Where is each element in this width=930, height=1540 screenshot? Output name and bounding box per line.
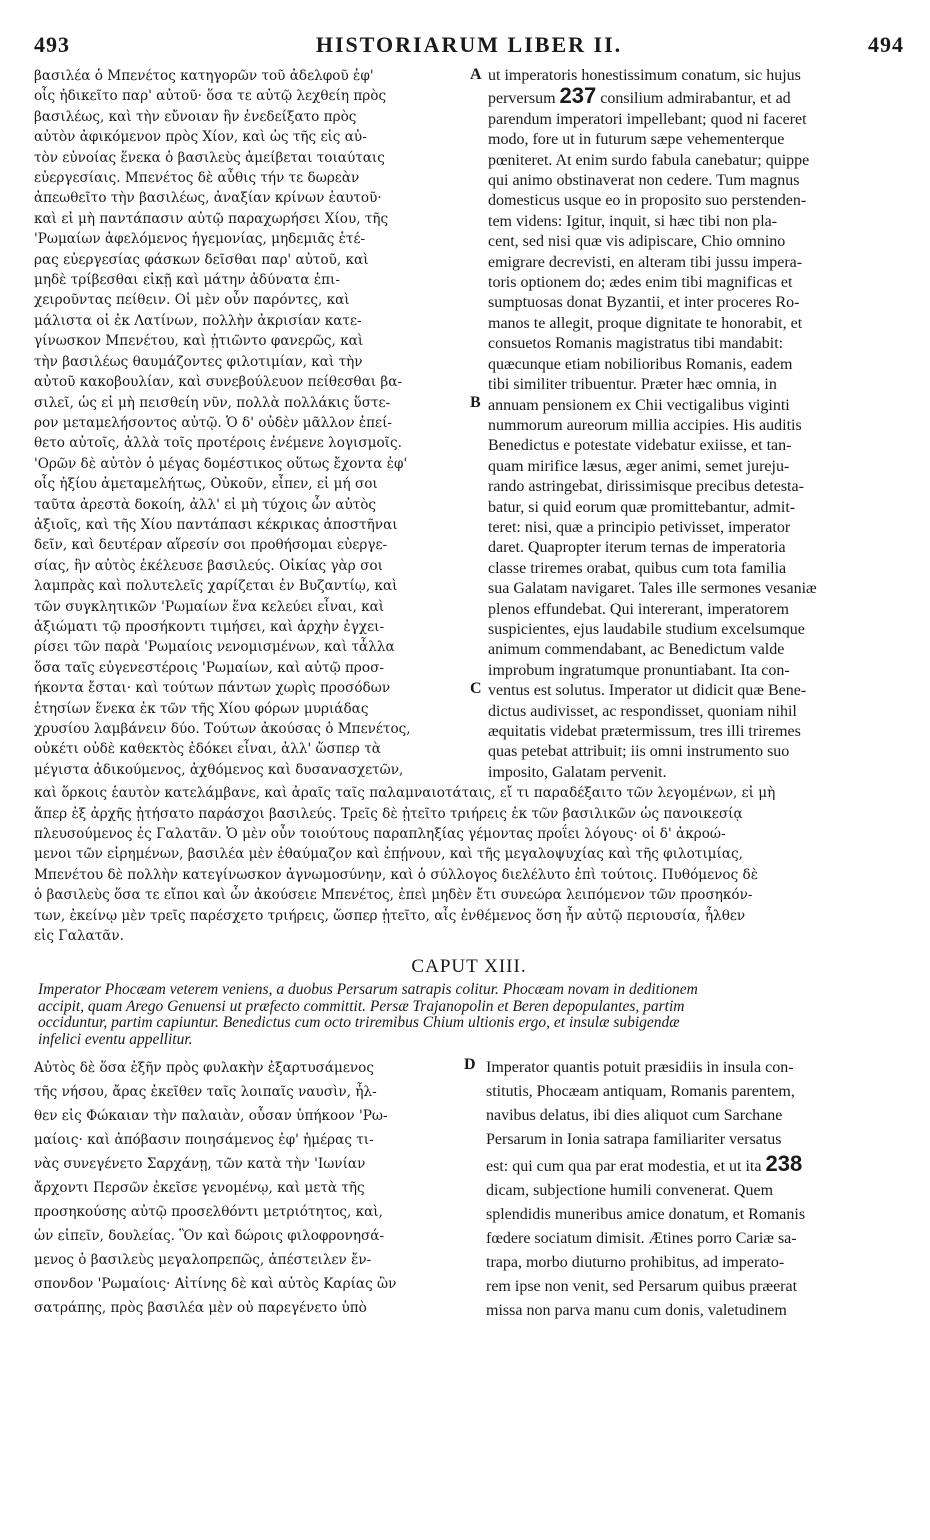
greek-text-line: μαίοις· καὶ ἀπόβασιν ποιησάμενος ἐφ' ἡμέρας τι- <box>34 1132 374 1149</box>
latin-text-line: nummorum aureorum millia accipies. His auditis <box>488 416 802 434</box>
lower-greek-column <box>34 1056 454 1323</box>
greek-text-line: μάλιστα οἱ ἐκ Λατίνων, πολλὴν ἀκρισίαν κατε- <box>34 312 362 329</box>
greek-text-line: ἐτησίων ἕνεκα ἐκ τῶν τῆς Χίου φόρων μυριάδας <box>34 700 369 717</box>
greek-text-line: προσηκούσης αὐτῷ προσελθόντι μετριότητος, καὶ, <box>34 1204 383 1221</box>
greek-text-line: ρον μεταμελήσοντος αὐτῷ. Ὁ δ' οὐδὲν μᾶλλον ἐπεί- <box>34 414 392 431</box>
margin-marker-b: B <box>470 394 481 411</box>
greek-text-line: λαμπρὰς καὶ πολυτελεῖς χαρίζεται ἐν Βυζαντίῳ, καὶ <box>34 578 398 595</box>
greek-text-line: ρίσει τῶν παρὰ 'Ρωμαίοις νενομισμένων, καὶ τἆλλα <box>34 639 395 656</box>
lower-margin-markers <box>454 1056 486 1323</box>
latin-text-line: cent, sed nisi quæ vis adipiscare, Chio omnino <box>488 233 786 251</box>
greek-text-line: νὰς συνεγένετο Σαρχάνῃ, τῶν κατὰ τὴν 'Ιωνίαν <box>34 1156 366 1173</box>
greek-text-line: βασιλέως, καὶ τὴν εὔνοιαν ἣν ἐνεδείξατο πρὸς <box>34 108 357 125</box>
greek-text-line: ὅσα ταῖς εὐγενεστέροις 'Ρωμαίων, καὶ αὐτῷ προσ- <box>34 659 384 676</box>
greek-text-line: ήκοντα ἔσται· καὶ τούτων πάντων χωρὶς προσόδων <box>34 680 391 697</box>
greek-text-line: ρας εὐεργεσίας φάσκων δεῖσθαι παρ' αὐτοῦ, καὶ <box>34 251 369 268</box>
latin-text-line: manos te allegit, proque dignitate te honorabit, et <box>488 314 803 332</box>
running-head <box>34 32 904 62</box>
latin-text-line: est: qui cum qua par erat modestia, et ut ita 238 <box>486 1152 803 1177</box>
greek-text-line: μηδὲ τρίβεσθαι εἰκῇ καὶ μάτην ἀδύνατα ἐπι- <box>34 272 340 289</box>
greek-text-line: αὐτὸν ἀφικόμενον πρὸς Χίον, καὶ ὡς τῆς εἰς αὐ- <box>34 129 367 146</box>
latin-text-line: parendum imperatori impellebant; quod ni faceret <box>488 110 807 128</box>
greek-text-line: καὶ ὅρκοις ἑαυτὸν κατελάμβανε, καὶ ἀραῖς ταῖς παλαμναιοτάταις, εἴ τι παραδέξαιτο τῶν λεγομένων, εἰ μὴ <box>34 785 776 802</box>
running-title: HISTORIARUM LIBER II. <box>315 32 623 57</box>
summary-line: infelici eventu appellitur. <box>38 1031 193 1048</box>
left-page-number: 493 <box>34 32 70 57</box>
latin-text-line: suspicientes, ejus laudabile studium excelsumque <box>488 620 805 638</box>
latin-text-line: emigrare decrevisti, en alteram tibi jussu impera- <box>488 253 803 271</box>
greek-text-line: 'Ορῶν δὲ αὐτὸν ὁ μέγας δομέστικος οὕτως ἔχοντα ἐφ' <box>34 455 408 472</box>
greek-text-line: σπονδον 'Ρωμαίοις· Αἰτίνης δὲ καὶ αὐτὸς Καρίας ὢν <box>34 1276 397 1293</box>
latin-text-line: Benedictus e potestate videbatur exiisse, et tan- <box>488 437 792 455</box>
greek-text-line: 'Ρωμαίων ἀφελόμενος ἡγεμονίας, μηδεμιᾶς ἑτέ- <box>34 231 366 248</box>
latin-text-line: consuetos Romanis magistratus tibi mandabit: <box>488 335 784 353</box>
upper-columns <box>34 66 904 783</box>
greek-text-line: των, ἐκείνῳ μὲν τρεῖς παρέσχετο τριήρεις, ὥσπερ ᾐτεῖτο, αἷς ἐνθέμενος ὅση ἦν αὐτῷ περιουσία, ἧλθεν <box>34 907 746 924</box>
greek-text-line: τῆς νήσου, ἄρας ἐκεῖθεν ταῖς λοιπαῖς ναυσὶν, ἦλ- <box>34 1084 377 1101</box>
latin-text-line: ventus est solutus. Imperator ut didicit quæ Bene- <box>488 682 807 700</box>
greek-text-line: γίνωσκον Μπενέτου, καὶ ᾐτιῶντο φανερῶς, καὶ <box>34 333 364 350</box>
latin-text-line: missa non parva manu cum donis, valetudinem <box>486 1302 787 1320</box>
latin-text-line: quam mirifice læsus, æger animi, semet jureju- <box>488 457 790 475</box>
latin-text-line: æquitatis videbat prætermissum, tres illi triremes <box>488 723 801 740</box>
inline-page-number: 238 <box>765 1152 803 1177</box>
greek-text-line: ἄρχοντι Περσῶν ἐκεῖσε γενομένῳ, καὶ μετὰ τῆς <box>34 1180 365 1197</box>
latin-text-line: splendidis muneribus amice donatum, et Romanis <box>486 1206 806 1224</box>
latin-text-line: fœdere sociatum dimisit. Ætines porro Cariæ sa- <box>486 1230 797 1248</box>
latin-text-line: tibi similiter tribuentur. Præter hæc omnia, in <box>488 376 777 394</box>
latin-text-line: pœniteret. At enim surdo fabula canebatur; quippe <box>488 151 810 169</box>
greek-text-line: καὶ εἰ μὴ παντάπασιν αὐτῷ παραχωρήσει Χίου, τῆς <box>34 210 389 227</box>
greek-text-line: Μπενέτου δὲ πολλὴν κατεγίνωσκον ἀγνωμοσύνην, καὶ ὁ σύλλογος διελέλυτο ἐπὶ τούτοις. Πυθόμενος δὲ <box>34 866 758 883</box>
latin-text-line: Imperator quantis potuit præsidiis in insula con- <box>486 1059 794 1077</box>
latin-text-line: imposito, Galatam pervenit. <box>488 763 667 781</box>
latin-text-line: plenos effundebat. Qui intererant, imperatorem <box>488 600 789 618</box>
inline-page-number: 237 <box>559 86 597 109</box>
greek-text-line: εὐεργεσίαις. Μπενέτος δὲ αὖθις τήν τε δωρεὰν <box>34 170 360 187</box>
greek-text-line: οὐκέτι οὐδὲ καθεκτὸς ἐδόκει εἶναι, ἀλλ' ὥσπερ τὰ <box>34 741 381 758</box>
latin-text-line: sua Galatam navigaret. Tales ille sermones vesaniæ <box>488 580 817 598</box>
greek-text-line: οἷς ἠδικεῖτο παρ' αὐτοῦ· ὅσα τε αὐτῷ λεχθείη πρὸς <box>34 88 387 105</box>
greek-text-line: ἀξιοῖς, καὶ τῆς Χίου παντάπασι κέκρικας ἀποστῆναι <box>34 516 398 533</box>
greek-text-line: ἀπεωθεῖτο τὴν βασιλέως, ἀναξίαν κρίνων ἑαυτοῦ· <box>34 190 382 207</box>
latin-text-line: Persarum in Ionia satrapa familiariter versatus <box>486 1131 782 1149</box>
latin-text-line: classe triremes orabat, quibus cum tota familia <box>488 559 787 577</box>
latin-text-line: animum commendabant, ac Benedictum valde <box>488 641 785 659</box>
latin-column <box>488 66 904 783</box>
greek-text-line: ὡν εἰπεῖν, δουλείας. Ὃν καὶ δώροις φιλοφρονησά- <box>34 1228 385 1245</box>
latin-text-line: improbum ingratumque pronuntiabant. Ita con- <box>488 661 790 679</box>
latin-text-line: quæcunque etiam nobilioribus Romanis, eadem <box>488 355 793 373</box>
latin-text-line: trapa, morbo diuturno prohibitus, ad imperato- <box>486 1254 785 1272</box>
greek-text-line: βασιλέα ὁ Μπενέτος κατηγορῶν τοῦ ἀδελφοῦ ἐφ' <box>34 68 374 84</box>
margin-marker-c: C <box>470 680 482 697</box>
latin-text-line: quas petebat attribuit; iis omni instrumento suo <box>488 743 790 761</box>
right-page-number: 494 <box>868 32 904 57</box>
greek-text-line: σατράπης, πρὸς βασιλέα μὲν οὐ παρεγένετο ὑπὸ <box>34 1300 367 1317</box>
chapter-heading: CAPUT XIII. <box>411 956 527 978</box>
latin-text-line: teret: nisi, quæ a principio petivisset, imperator <box>488 518 791 536</box>
latin-text-line: toris optionem do; ædes enim tibi magnificas et <box>488 274 793 292</box>
greek-column <box>34 66 466 783</box>
latin-text-line: batur, si quid eorum quæ promittebantur, admit- <box>488 498 796 516</box>
greek-text-line: αὐτοῦ κακοβουλίαν, καὶ συνεβούλευον πείθεσθαι βα- <box>34 374 403 391</box>
full-width-greek-text <box>34 783 904 946</box>
margin-marker-d: D <box>464 1056 476 1074</box>
latin-text-line: sumptuosas donat Byzantii, et inter proceres Ro- <box>488 294 800 312</box>
greek-text-line: μέγιστα ἀδικούμενος, ἀχθόμενος καὶ δυσανασχετῶν, <box>34 761 404 778</box>
greek-text-line: Αὐτὸς δὲ ὅσα ἐξῆν πρὸς φυλακὴν ἐξαρτυσάμενος <box>34 1060 374 1077</box>
greek-text-line: ἀξιώματι τῷ προσήκοντι τιμήσει, καὶ ἀρχὴν ἐγχει- <box>34 618 385 635</box>
greek-text-line: σιλεῖ, ὡς εἰ μὴ πεισθείη νῦν, πολλὰ πολλάκις ὕστε- <box>34 394 391 411</box>
greek-text-line: χειροῦντας πείθειν. Οἱ μὲν οὖν παρόντες, καὶ <box>34 292 350 309</box>
summary-line: accipit, quam Arego Genuensi ut præfecto committit. Persæ Trajanopolin et Beren depopulantes, partim <box>38 998 685 1015</box>
greek-text-line: μενος ὁ βασιλεὺς μεγαλοπρεπῶς, ἀπέστειλεν ἔν- <box>34 1252 372 1269</box>
greek-text-line: χρυσίου λαμβάνειν δύο. Τούτων ἀκούσας ὁ Μπενέτος, <box>34 721 411 737</box>
latin-text-line: rem ipse non venit, sed Persarum quibus præerat <box>486 1278 798 1296</box>
latin-text-line: ut imperatoris honestissimum conatum, sic hujus <box>488 67 801 84</box>
greek-text-line: οἷς ἠξίου ἀμεταμελήτως, Οὐκοῦν, εἶπεν, εἰ μή σοι <box>34 476 378 493</box>
latin-text-line: qui animo obstinaverat non cedere. Tum magnus <box>488 172 800 190</box>
latin-text-line: tem videns: Igitur, inquit, si hæc tibi non pla- <box>488 212 778 230</box>
lower-columns <box>34 1056 904 1323</box>
latin-text-line: stitutis, Phocæam antiquam, Romanis parentem, <box>486 1083 795 1101</box>
latin-text-line: domesticus usque eo in proposito suo perstenden- <box>488 192 807 210</box>
summary-line: occiduntur, partim capiuntur. Benedictus cum octo triremibus Chium ultionis ergo, et insulæ subigendæ <box>38 1015 680 1032</box>
latin-text-line: dicam, subjectione humili convenerat. Quem <box>486 1182 774 1200</box>
latin-text-line: navibus delatus, ibi dies aliquot cum Sarchane <box>486 1107 783 1125</box>
greek-text-line: εἰς Γαλατᾶν. <box>34 928 124 945</box>
greek-text-line: δεῖν, καὶ δευτέραν αἵρεσίν σοι προθήσομαι εὐεργε- <box>34 537 388 554</box>
greek-text-line: θεν εἰς Φώκαιαν τὴν παλαιὰν, οὖσαν ὑπήκοον 'Ρω- <box>34 1108 388 1125</box>
greek-text-line: ταῦτα ἀρεστὰ δοκοίη, ἀλλ' εἰ μὴ τύχοις ὧν αὐτὸς <box>34 496 377 513</box>
greek-text-line: θετο αὐτοῖς, ἀλλὰ τοῖς προτέροις ἐνέμενε λογισμοῖς. <box>34 435 402 452</box>
lower-latin-column <box>486 1056 904 1323</box>
greek-text-line: ὁ βασιλεὺς ὅσα τε εἴποι καὶ ὧν ἀκούσειε Μπενέτος, ἐπεὶ μηδὲν ἔτι συνεώρα λειπόμενον τῶν προσηκόν- <box>34 887 753 904</box>
latin-text-line: annuam pensionem ex Chii vectigalibus viginti <box>488 396 790 414</box>
greek-text-line: ἅπερ ἐξ ἀρχῆς ᾐτήσατο παράσχοι βασιλεύς. Τρεῖς δὲ ᾐτεῖτο τριήρεις ἐκ τῶν βασιλικῶν ὡς πανοικεσίᾳ <box>34 805 743 822</box>
greek-text-line: πλευσούμενος ἐς Γαλατᾶν. Ὁ μὲν οὖν τοιούτους παραπληξίας γέμοντας προΐει λόγους· οἱ δ' ἀκροώ- <box>34 826 726 843</box>
summary-line: Imperator Phocæam veterem veniens, a duobus Persarum satrapis colitur. Phocæam novam in deditionem <box>38 982 698 999</box>
margin-markers <box>466 66 488 783</box>
margin-marker-a: A <box>470 66 482 83</box>
chapter-summary <box>34 982 904 1048</box>
latin-text-line: perversum 237 consilium admirabantur, et ad <box>488 86 904 109</box>
greek-text-line: μενοι τῶν εἰρημένων, βασιλέα μὲν ἐθαύμαζον καὶ ἐπῄνουν, καὶ τῆς μεγαλοψυχίας καὶ τῆς φιλοτιμίας, <box>34 846 743 863</box>
latin-text-line: daret. Quapropter iterum ternas de imperatoria <box>488 539 786 557</box>
greek-text-line: τὸν εὐνοίας ἕνεκα ὁ βασιλεὺς ἀμείβεται τοιαύταις <box>34 149 385 166</box>
latin-text-line: modo, fore ut in futurum sæpe vehementerque <box>488 131 785 149</box>
greek-text-line: τῶν συγκλητικῶν 'Ρωμαίων ἕνα κελεύει εἶναι, καὶ <box>34 598 385 615</box>
greek-text-line: τὴν βασιλέως θαυμάζοντες φιλοτιμίαν, καὶ τὴν <box>34 353 363 370</box>
latin-text-line: rando astringebat, dirissimisque precibus detesta- <box>488 478 804 496</box>
latin-text-line: dictus audivisset, ac respondisset, quoniam nihil <box>488 702 797 720</box>
greek-text-line: σίας, ἣν αὐτὸς ἐκέλευσε βασιλεύς. Οἰκίας γὰρ σοι <box>34 557 383 574</box>
